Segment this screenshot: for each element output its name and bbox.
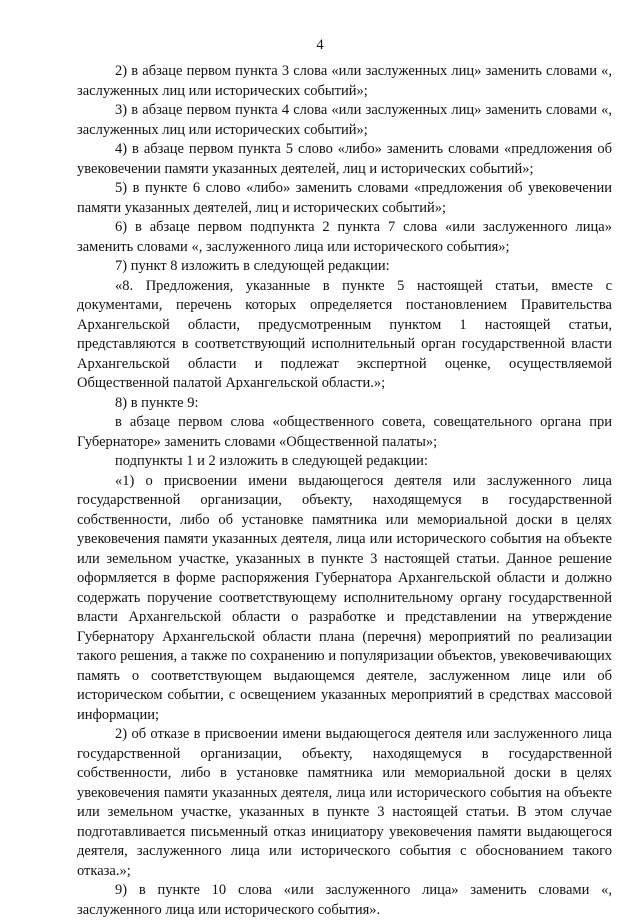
paragraph-item-8-abzac: в абзаце первом слова «общественного совета, совещательного органа при Губернаторе» заменить словами «Общественной палаты»; [77,414,612,450]
paragraph-item-5: 5) в пункте 6 слово «либо» заменить словами «предложения об увековечении памяти указанных деятелей, лиц и исторических событий»; [77,180,612,216]
paragraph-item-3: 3) в абзаце первом пункта 4 слова «или заслуженных лиц» заменить словами «, заслуженных лиц или исторических событий»; [77,102,612,138]
paragraph-point-8-text: «8. Предложения, указанные в пункте 5 настоящей статьи, вместе с документами, перечень которых определяется постановлением Правительства Архангельской области, предусмотренным пунктом 1 настоящей статьи, представляются в соответствующий исполнительный орган государственной власти Архангельской области и подлежат экспертной оценке, осуществляемой Общественной палатой Архангельской области.»; [77,277,612,391]
paragraph-item-2: 2) в абзаце первом пункта 3 слова «или заслуженных лиц» заменить словами «, заслуженных лиц или исторических событий»; [77,63,612,99]
paragraph-subpoint-1: «1) о присвоении имени выдающегося деятеля или заслуженного лица государственной организации, объекту, находящемуся в государственной собственности, либо об установке памятника или мемориальной доски в целях увековечения памяти указанных деятеля, лица или исторического события на объекте или земельном участке, указанных в пункте 3 настоящей статьи. Данное решение оформляется в форме распоряжения Губернатора Архангельской области и должно содержать поручение соответствующему исполнительному органу государственной власти Архангельской области о разработке и представлении на утверждение Губернатору Архангельской области плана (перечня) мероприятий по реализации такого решения, а также по сохранению и популяризации объектов, увековечивающих память о соответствующем выдающемся деятеле, заслуженном лице или об историческом событии, с освещением указанных мероприятий в средствах массовой информации; [77,472,612,723]
paragraph-item-7: 7) пункт 8 изложить в следующей редакции: [115,258,390,274]
document-body [77,62,612,920]
paragraph-subpoint-2: 2) об отказе в присвоении имени выдающегося деятеля или заслуженного лица государственной организации, объекту, находящемуся в государственной собственности, либо в установке памятника или мемориальной доски в целях увековечения памяти указанных деятеля, лица или исторического события на объекте или земельном участке, указанных в пункте 3 настоящей статьи. В этом случае подготавливается письменный отказ инициатору увековечения памяти выдающегося деятеля, заслуженного лица или исторического события с обоснованием такого отказа.»; [77,726,612,879]
page-number: 4 [316,37,324,53]
paragraph-item-8: 8) в пункте 9: [115,394,199,411]
paragraph-item-8-subpoints: подпункты 1 и 2 изложить в следующей редакции: [115,453,428,469]
paragraph-item-4: 4) в абзаце первом пункта 5 слово «либо» заменить словами «предложения об увековечении памяти указанных деятелей, лиц и исторических событий»; [77,141,612,177]
paragraph-item-6: 6) в абзаце первом подпункта 2 пункта 7 слова «или заслуженного лица» заменить словами «, заслуженного лица или исторического события»; [77,219,612,255]
paragraph-item-9: 9) в пункте 10 слова «или заслуженного лица» заменить словами «, заслуженного лица или исторического события». [77,882,612,918]
